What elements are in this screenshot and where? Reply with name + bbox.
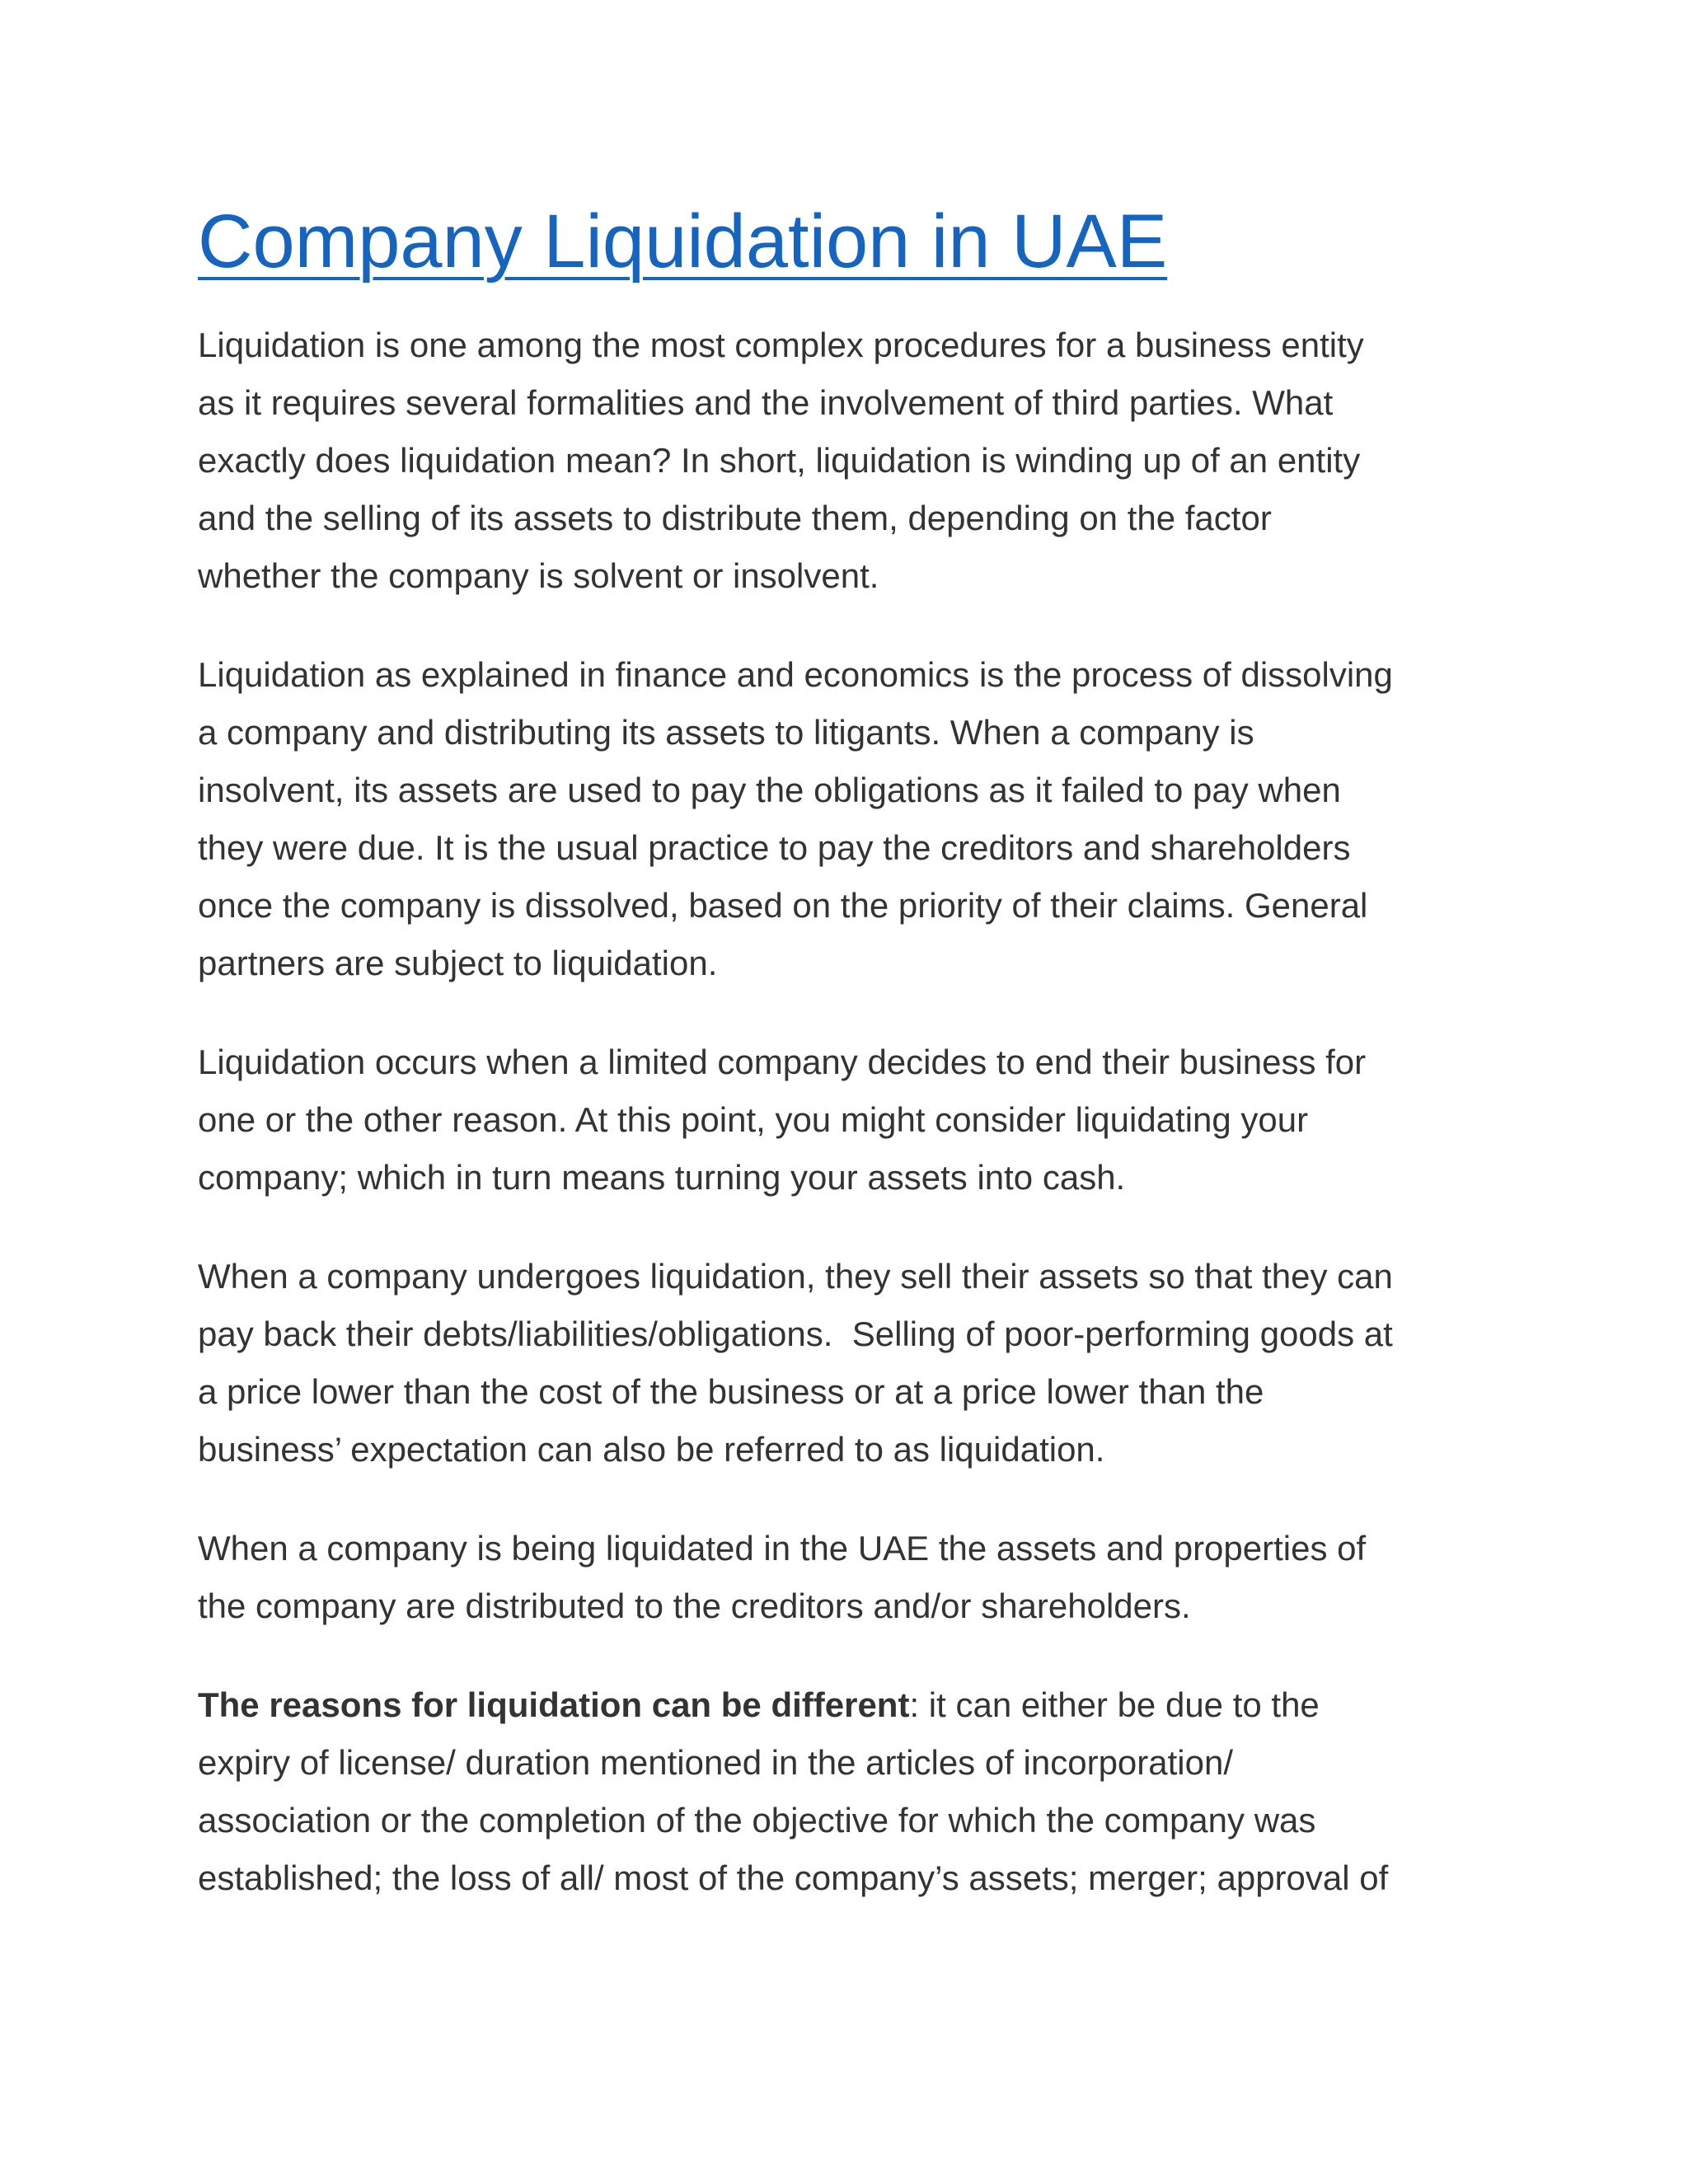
paragraph-line: insolvent, its assets are used to pay the obligations as it failed to pay when: [198, 771, 1341, 809]
paragraph-line: the company are distributed to the creditors and/or shareholders.: [198, 1586, 1191, 1625]
paragraph-line: they were due. It is the usual practice to pay the creditors and shareholders: [198, 828, 1351, 867]
paragraph-4: [198, 1248, 1500, 1479]
paragraph-line: whether the company is solvent or insolvent.: [198, 556, 879, 595]
document-body: [198, 188, 1500, 1907]
paragraph-line: partners are subject to liquidation.: [198, 944, 718, 982]
paragraph-line: When a company undergoes liquidation, they sell their assets so that they can: [198, 1257, 1393, 1296]
lead-rest-text: : it can either be due to the: [909, 1685, 1320, 1724]
paragraph-line: business’ expectation can also be referred to as liquidation.: [198, 1430, 1105, 1469]
paragraph-line: pay back their debts/liabilities/obligations. Selling of poor-performing goods at: [198, 1315, 1393, 1353]
paragraph-6: [198, 1676, 1500, 1907]
paragraph-1: [198, 316, 1500, 605]
page-title-link[interactable]: Company Liquidation in UAE: [198, 199, 1168, 284]
paragraph-5: [198, 1520, 1500, 1635]
paragraph-line: expiry of license/ duration mentioned in the articles of incorporation/: [198, 1743, 1234, 1782]
paragraph-line: once the company is dissolved, based on the priority of their claims. General: [198, 886, 1368, 925]
paragraph-line: Liquidation is one among the most complex procedures for a business entity: [198, 326, 1364, 364]
paragraph-lead-line: [198, 1676, 1500, 1734]
paragraph-line: Liquidation as explained in finance and economics is the process of dissolving: [198, 655, 1393, 694]
paragraph-line: company; which in turn means turning your assets into cash.: [198, 1158, 1126, 1197]
paragraph-2: [198, 646, 1500, 992]
paragraph-line: Liquidation occurs when a limited company decides to end their business for: [198, 1043, 1367, 1081]
paragraph-line: a company and distributing its assets to litigants. When a company is: [198, 713, 1254, 752]
paragraph-line: one or the other reason. At this point, you might consider liquidating your: [198, 1100, 1309, 1139]
paragraph-line: When a company is being liquidated in the UAE the assets and properties of: [198, 1529, 1367, 1568]
paragraph-line: exactly does liquidation mean? In short, liquidation is winding up of an entity: [198, 441, 1361, 480]
paragraph-line: and the selling of its assets to distribute them, depending on the factor: [198, 499, 1272, 537]
bold-lead-text: The reasons for liquidation can be different: [198, 1685, 910, 1724]
paragraph-line: association or the completion of the objective for which the company was: [198, 1801, 1316, 1840]
paragraph-line: as it requires several formalities and the involvement of third parties. What: [198, 383, 1334, 422]
paragraph-line: established; the loss of all/ most of the company’s assets; merger; approval of: [198, 1858, 1389, 1897]
paragraph-line: a price lower than the cost of the business or at a price lower than the: [198, 1372, 1264, 1411]
paragraph-3: [198, 1033, 1500, 1207]
